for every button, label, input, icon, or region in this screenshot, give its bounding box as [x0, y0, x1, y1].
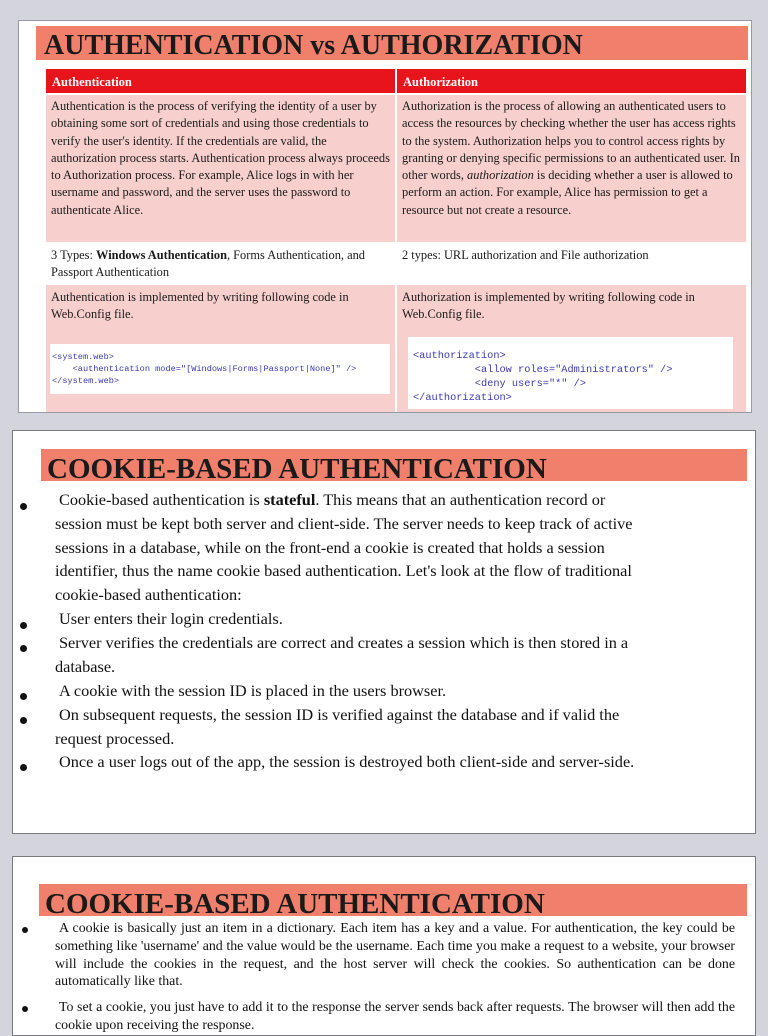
code-authorization: <authorization> <allow roles="Administrators" /> <deny users="*" /> </authorization> [408, 337, 733, 409]
intro-line: sessions in a database, while on the front-end a cookie is created that holds a session [55, 538, 605, 557]
cell-text-italic: authorization [467, 168, 534, 183]
cell-text: Authorization is implemented by writing following code in Web.Config file. [402, 290, 695, 322]
intro-text: . This means that an authentication record or [315, 490, 606, 509]
cell-text: Authentication is implemented by writing following code in Web.Config file. [51, 290, 349, 322]
cell-text-part: Authorization is the process of allowing an authenticated users to access the resources by checking whether the user has access rights to the system. Authorization helps you to control access rights by granting or denying specific permissions to an authenticated user. In other words, [402, 99, 740, 183]
cell-text-part: 3 Types: [51, 248, 97, 262]
intro-line [59, 488, 605, 512]
step-item: On subsequent requests, the session ID is verified against the database and if valid the [59, 705, 620, 724]
bullet-dot [22, 1006, 28, 1012]
slide-cookie-auth-2 [12, 856, 756, 1036]
intro-bold: stateful [263, 490, 316, 509]
header-authorization: Authorization [397, 69, 746, 93]
cell-text-part: , Forms Authentication, and Passport Authentication [51, 248, 365, 280]
intro-line: identifier, thus the name cookie based authentication. Let's look at the flow of traditional [55, 561, 632, 580]
step-item: Server verifies the credentials are correct and creates a session which is then stored in a [59, 633, 629, 652]
cell-text-part: is deciding whether a user is allowed to perform an action. For example, Alice has permission to get a resource but not create a resource. [402, 168, 733, 217]
cell-authorization-definition [397, 95, 746, 242]
code-authentication: <system.web> <authentication mode="[Windows|Forms|Passport|None]" /> </system.web> [50, 344, 390, 394]
bullet-dot [22, 927, 28, 933]
cell-text-bold: Windows Authentication [96, 248, 227, 262]
slide-cookie-auth-1 [12, 430, 756, 834]
header-authentication: Authentication [46, 69, 395, 93]
slide-auth-vs-authz [18, 20, 752, 413]
slide-title: COOKIE-BASED AUTHENTICATION [41, 449, 747, 481]
bullet-item: A cookie is basically just an item in a dictionary. Each item has a key and a value. For authentication, the key could be something like 'username' and the value would be the username. Each time you make a request to a website, your browser will include the cookies in the request, and the host server will check the cookies. So authentication can be done automatically like that. [55, 921, 735, 990]
step-item-continued: database. [55, 657, 116, 676]
bullet-dot [20, 764, 27, 771]
intro-line: session must be kept both server and client-side. The server needs to keep track of active [55, 514, 633, 533]
comparison-table [46, 69, 746, 413]
bullet-dot [20, 717, 27, 724]
step-item: A cookie with the session ID is placed in the users browser. [59, 681, 447, 700]
step-item-continued: request processed. [55, 729, 175, 748]
slide-title: AUTHENTICATION vs AUTHORIZATION [36, 26, 748, 60]
cell-authorization-types: 2 types: URL authorization and File authorization [397, 244, 746, 284]
cell-authentication-definition: Authentication is the process of verifying the identity of a user by obtaining some sort of credentials and using those credentials to verify the user's identity. If the credentials are valid, the authorization process starts. Authentication process always proceeds to Authorization process. For example, Alice logs in with her username and password, and the server uses the password to authenticate Alice. [46, 95, 395, 242]
step-item: User enters their login credentials. [59, 609, 283, 628]
cell-authentication-types [46, 244, 395, 284]
intro-line: cookie-based authentication: [55, 585, 242, 604]
bullet-item: To set a cookie, you just have to add it to the response the server sends back after requests. The browser will then add the cookie upon receiving the response. [55, 1000, 735, 1033]
slide-title: COOKIE-BASED AUTHENTICATION [39, 884, 747, 916]
bullet-dot [20, 645, 27, 652]
intro-text: Cookie-based authentication is [59, 490, 264, 509]
bullet-dot [20, 622, 27, 629]
bullet-dot [20, 693, 27, 700]
step-item: Once a user logs out of the app, the session is destroyed both client-side and server-side. [59, 752, 635, 771]
bullet-dot [20, 503, 27, 510]
